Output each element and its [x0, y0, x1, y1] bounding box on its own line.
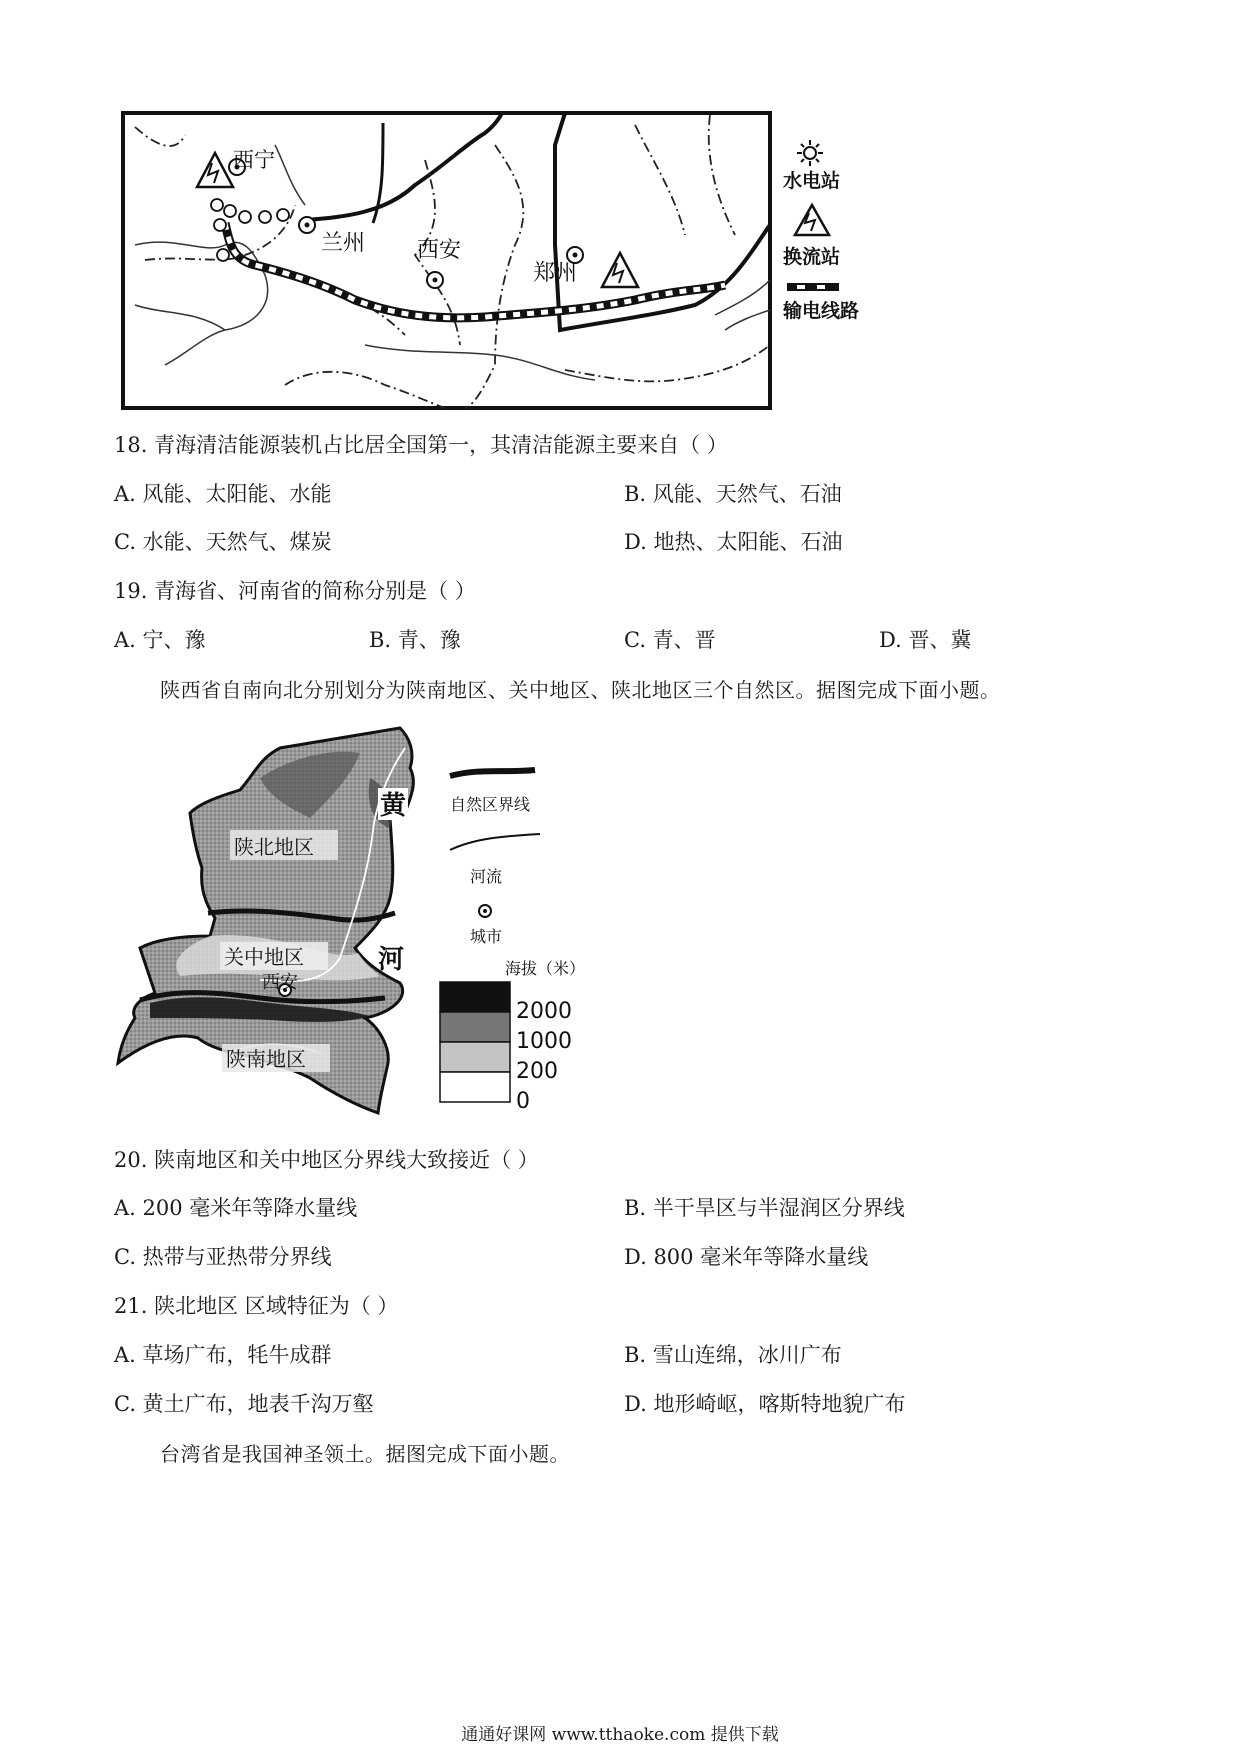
- hydro-legend-icon: [797, 140, 823, 166]
- region-label-shaanbei: 陕北地区: [234, 835, 314, 859]
- q19-option-c[interactable]: C. 青、晋: [624, 628, 716, 652]
- q21-option-c[interactable]: C. 黄土广布，地表千沟万壑: [114, 1392, 374, 1416]
- river-legend-icon: [450, 834, 540, 850]
- question-20-stem: 20. 陕南地区和关中地区分界线大致接近（ ）: [114, 1148, 539, 1172]
- transmission-legend-icon: [787, 283, 839, 291]
- city-label-zhengzhou: 郑州: [533, 261, 578, 286]
- elevation-band-low: [440, 1042, 510, 1072]
- q20-option-a[interactable]: A. 200 毫米年等降水量线: [114, 1196, 358, 1220]
- region-label-guanzhong: 关中地区: [224, 945, 304, 969]
- q21-option-d[interactable]: D. 地形崎岖，喀斯特地貌广布: [624, 1392, 906, 1416]
- q21-option-a[interactable]: A. 草场广布，牦牛成群: [114, 1343, 332, 1367]
- q20-option-b[interactable]: B. 半干旱区与半湿润区分界线: [624, 1196, 905, 1220]
- section-intro-shaanxi: 陕西省自南向北分别划分为陕南地区、关中地区、陕北地区三个自然区。据图完成下面小题。: [160, 678, 1001, 702]
- city-legend-icon: [479, 905, 491, 917]
- q18-option-a[interactable]: A. 风能、太阳能、水能: [114, 482, 332, 506]
- legend-hydro-label: 水电站: [783, 170, 841, 192]
- river-label-huang: 黄: [380, 791, 407, 821]
- power-map-svg: [115, 105, 895, 415]
- q18-option-c[interactable]: C. 水能、天然气、煤炭: [114, 530, 332, 554]
- elevation-tick-2000: 2000: [516, 999, 572, 1024]
- city-label-xian: 西安: [262, 972, 298, 993]
- map2-legend: [440, 770, 585, 1114]
- question-19-stem: 19. 青海省、河南省的简称分别是（ ）: [114, 579, 476, 603]
- city-marker-lanzhou: [299, 217, 315, 233]
- legend-elevation-label: 海拔（米）: [505, 959, 586, 978]
- city-marker-xian: [427, 272, 443, 288]
- figure-shaanxi-region-map: [110, 718, 610, 1138]
- city-label-xian: 西安: [417, 238, 462, 263]
- question-21-stem: 21. 陕北地区 区域特征为（ ）: [114, 1294, 399, 1318]
- elevation-band-base: [440, 1072, 510, 1102]
- legend-river-label: 河流: [470, 867, 503, 886]
- q18-option-b[interactable]: B. 风能、天然气、石油: [624, 482, 842, 506]
- city-label-lanzhou: 兰州: [321, 231, 366, 256]
- q19-option-a[interactable]: A. 宁、豫: [114, 628, 206, 652]
- boundary-legend-icon: [450, 770, 535, 776]
- region-label-shaannan: 陕南地区: [226, 1047, 306, 1071]
- q21-option-b[interactable]: B. 雪山连绵，冰川广布: [624, 1343, 842, 1367]
- page-footer: 通通好课网 www.tthaoke.com 提供下载: [461, 1725, 779, 1745]
- section-intro-taiwan: 台湾省是我国神圣领土。据图完成下面小题。: [160, 1442, 570, 1466]
- q20-option-c[interactable]: C. 热带与亚热带分界线: [114, 1245, 332, 1269]
- elevation-band-mid: [440, 1012, 510, 1042]
- map1-legend: [782, 140, 859, 322]
- figure-power-transmission-map: [115, 105, 895, 415]
- river-label-he: 河: [378, 945, 405, 975]
- converter-legend-icon: [795, 205, 829, 235]
- legend-converter-label: 换流站: [783, 246, 841, 268]
- elevation-tick-200: 200: [516, 1059, 558, 1084]
- shaanxi-map-svg: [110, 718, 610, 1138]
- q19-option-b[interactable]: B. 青、豫: [369, 628, 461, 652]
- elevation-band-high: [440, 982, 510, 1012]
- q18-option-d[interactable]: D. 地热、太阳能、石油: [624, 530, 843, 554]
- legend-boundary-label: 自然区界线: [450, 795, 531, 814]
- elevation-tick-0: 0: [516, 1089, 530, 1114]
- question-18-stem: 18. 青海清洁能源装机占比居全国第一，其清洁能源主要来自（ ）: [114, 433, 728, 457]
- elevation-tick-1000: 1000: [516, 1029, 572, 1054]
- q20-option-d[interactable]: D. 800 毫米年等降水量线: [624, 1245, 869, 1269]
- city-label-xining: 西宁: [233, 148, 275, 172]
- q19-option-d[interactable]: D. 晋、冀: [879, 628, 972, 652]
- legend-city-label: 城市: [470, 927, 503, 946]
- legend-transmission-label: 输电线路: [783, 300, 860, 322]
